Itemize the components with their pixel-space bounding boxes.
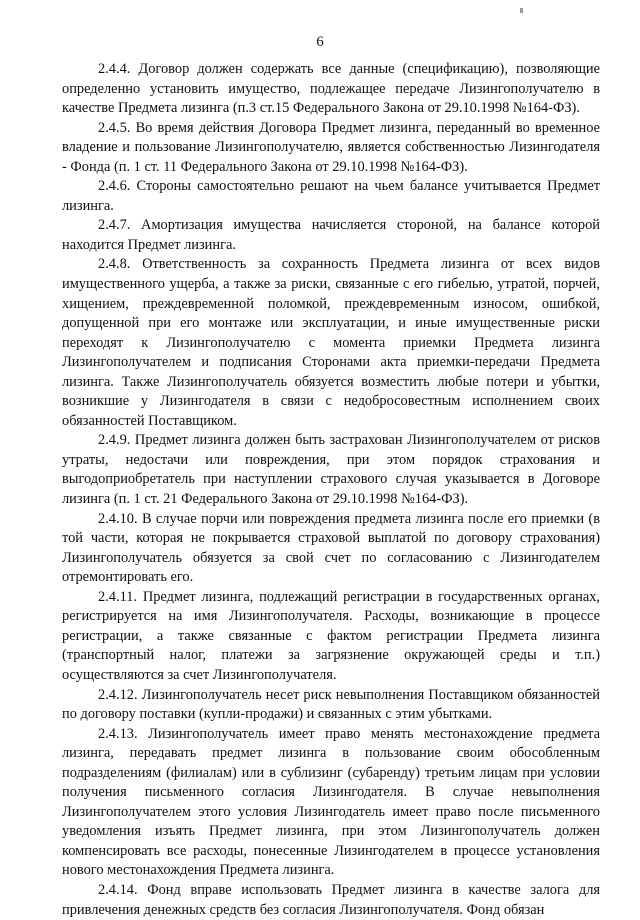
- paragraph-2-4-13: 2.4.13. Лизингополучатель имеет право менять местонахождение предмета лизинга, передавать предмет лизинга в пользование своим обособленным подразделениям (филиалам) или в сублизинг (субаренду) третьим лицам при условии получения письменного согласия Лизингодателя. В случае невыполнения Лизингополучателем этого условия Лизингодатель имеет право после письменного уведомления изъять Предмет лизинга, при этом Лизингополучатель должен компенсировать все расходы, понесенные Лизингодателем в процессе установления нового местонахождения Предмета лизинга.: [62, 725, 600, 879]
- paragraph-2-4-11: 2.4.11. Предмет лизинга, подлежащий регистрации в государственных органах, регистрируется на имя Лизингополучателя. Расходы, возникающие в процессе регистрации, а также связанные с фактом регистрации Предмета лизинга (транспортный налог, платежи за загрязнение окружающей среды и т.п.) осуществляются за счет Лизингополучателя.: [62, 588, 600, 683]
- paragraph-2-4-4: 2.4.4. Договор должен содержать все данные (спецификацию), позволяющие определенно установить имущество, подлежащее передаче Лизингополучателю в качестве Предмета лизинга (п.3 ст.15 Федерального Закона от 29.10.1998 №164-ФЗ).: [62, 61, 600, 117]
- paragraph-2-4-6: 2.4.6. Стороны самостоятельно решают на чьем балансе учитывается Предмет лизинга.: [62, 178, 600, 214]
- paragraph-2-4-12: 2.4.12. Лизингополучатель несет риск невыполнения Поставщиком обязанностей по договору поставки (купли-продажи) и связанных с этим убытками.: [62, 686, 600, 723]
- page-number: 6: [316, 34, 324, 50]
- scan-mark: [520, 8, 523, 13]
- paragraph-2-4-5: 2.4.5. Во время действия Договора Предмет лизинга, переданный во временное владение и пользование Лизингополучателю, является собственностью Лизингодателя - Фонда (п. 1 ст. 11 Федерального Закона от 29.10.1998 №164-ФЗ).: [62, 119, 600, 175]
- paragraph-2-4-9: 2.4.9. Предмет лизинга должен быть застрахован Лизингополучателем от рисков утраты, недостачи или повреждения, при этом порядок страхования и выгодоприобретатель при наступлении страхового случая указывается в Договоре лизинга (п. 1 ст. 21 Федерального Закона от 29.10.1998 №164-ФЗ).: [62, 432, 600, 508]
- paragraph-2-4-14: 2.4.14. Фонд вправе использовать Предмет лизинга в качестве залога для привлечения денежных средств без согласия Лизингополучателя. Фонд обязан: [62, 881, 600, 918]
- paragraph-2-4-8: 2.4.8. Ответственность за сохранность Предмета лизинга от всех видов имущественного ущерба, а также за риски, связанные с его гибелью, утратой, порчей, хищением, преждевременной поломкой, преждевременным износом, ошибкой, допущенной при его монтаже или эксплуатации, и иные имущественные риски переходят к Лизингополучателю с момента приемки Предмета лизинга Лизингополучателем и подписания Сторонами акта приемки-передачи Предмета лизинга. Также Лизингополучатель обязуется возместить любые потери и убытки, возникшие у Лизингодателя в связи с недобросовестным исполнением своих обязанностей Поставщиком.: [62, 256, 600, 429]
- paragraph-2-4-7: 2.4.7. Амортизация имущества начисляется стороной, на балансе которой находится Предмет лизинга.: [62, 217, 600, 253]
- paragraph-2-4-10: 2.4.10. В случае порчи или повреждения предмета лизинга после его приемки (в той части, которая не покрывается страховой выплатой по договору страхования) Лизингополучатель обязуется за свой счет по согласованию с Лизингодателем отремонтировать его.: [62, 510, 600, 586]
- document-body: [62, 60, 600, 920]
